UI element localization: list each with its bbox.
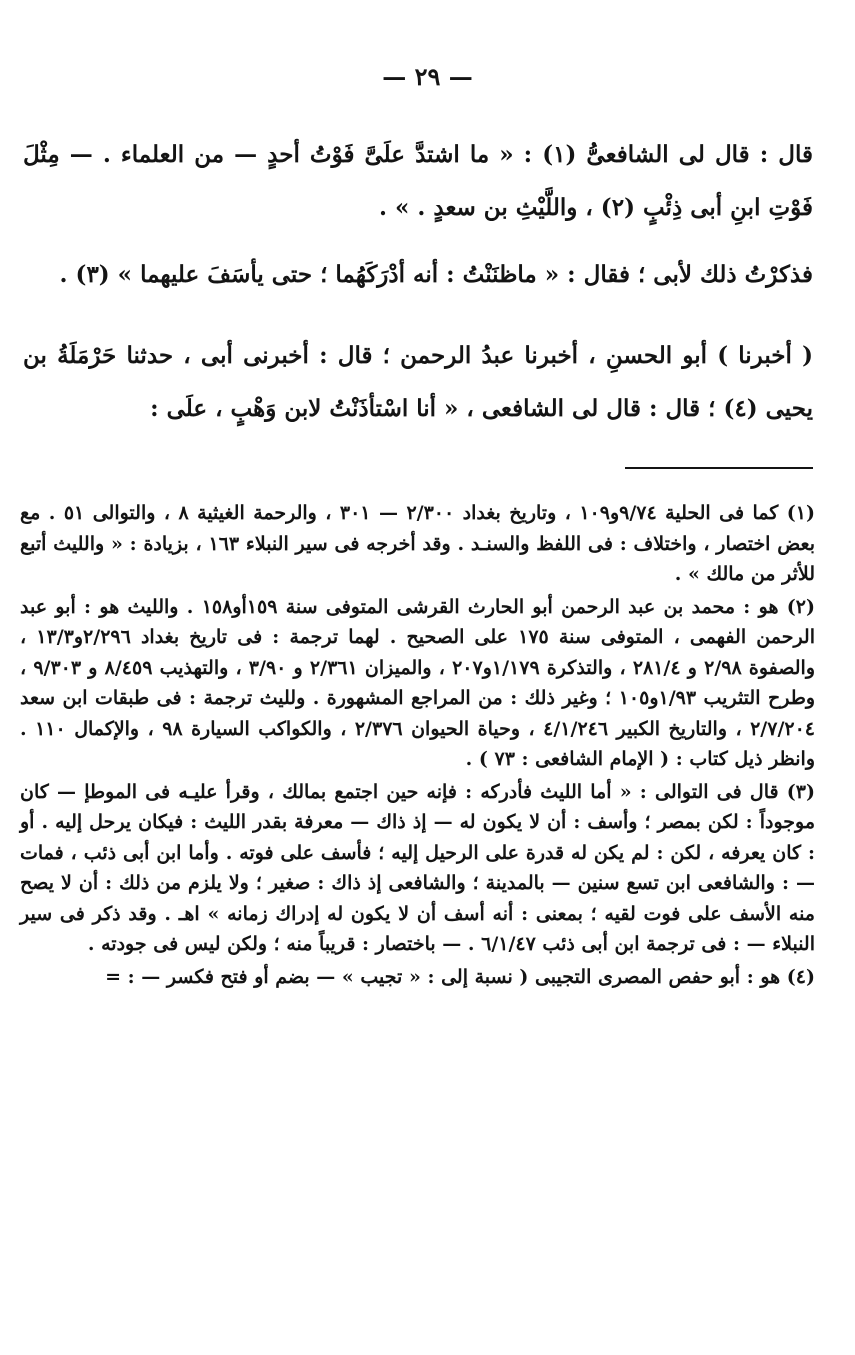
main-paragraph: ( أخبرنا ) أبو الحسنِ ، أخبرنا عبدُ الرحمن ؛ قال : أخبرنى أبى ، حدثنا حَرْمَلَةُ بن يحيى (٤) ؛ قال : قال لى الشافعى ، « أنا اسْتأذَنْتُ لابن وَهْبٍ ، علَى :: [23, 342, 813, 422]
footnote: (٤) هو : أبو حفص المصرى التجيبى ( نسبة إلى : « تجيب » — بضم أو فتح فكسر — : =: [105, 965, 815, 988]
main-paragraph: قال : قال لى الشافعىُّ (١) : « ما اشتدَّ علَىَّ فَوْتُ أحدٍ — من العلماء . — مِثْلَ فَوْتِ ابنِ أبى ذِئْبٍ (٢) ، واللَّيْثِ بن سعدٍ . » .: [23, 141, 813, 221]
footnote: (١) كما فى الحلية ٩/٧٤و١٠٩ ، وتاريخ بغداد ٢/٣٠٠ — ٣٠١ ، والرحمة الغيثية ٨ ، والتوالى ٥١ . مع بعض اختصار ، واختلاف : فى اللفظ والسنـد . وقد أخرجه فى سير النبلاء ١٦٣ ، بزيادة : « والليث أتبع للأثر من مالك » .: [20, 502, 816, 585]
main-paragraph: فذكرْتُ ذلك لأبى ؛ فقال : « ماظنَنْتُ : أنه أدْرَكَهُما ؛ حتى يأسَفَ عليهما » (٣) .: [59, 261, 813, 288]
footnote: (٢) هو : محمد بن عبد الرحمن أبو الحارث القرشى المتوفى سنة ١٥٩أو١٥٨ . والليث هو : أبو عبد الرحمن الفهمى ، المتوفى سنة ١٧٥ على الصحيح . لهما ترجمة : فى تاريخ بغداد ٢/٢٩٦و١٣/٣ ، والصفوة ٢/٩٨ و ٢٨١/٤ ، والتذكرة ١/١٧٩و٢٠٧ ، والميزان ٢/٣٦١ و ٣/٩٠ ، والتهذيب ٨/٤٥٩ و ٩/٣٠٣ ، وطرح التثريب ١/٩٣و١٠٥ ؛ وغير ذلك : من المراجع المشهورة . ولليث ترجمة : فى طبقات ابن سعد ٢/٧/٢٠٤ ، والتاريخ الكبير ٤/١/٢٤٦ ، وحياة الحيوان ٢/٣٧٦ ، والكواكب السيارة ٩٨ ، والإكمال ١١٠ . وانظر ذيل كتاب : ( الإمام الشافعى : ٧٣ ) .: [20, 595, 815, 770]
main-text: [23, 128, 813, 435]
footnote: (٣) قال فى التوالى : « أما الليث فأدركه : فإنه حين اجتمع بمالك ، وقرأ عليـه فى الموطإ — كان موجوداً : لكن بمصر ؛ وأسف : أن لا يكون له — إذ ذاك — معرفة بقدر الليث : فيكان يرحل إليه . أو : كان يعرفه ، لكن : لم يكن له قدرة على الرحيل إليه ؛ فأسف على فوته . وأما ابن أبى ذئب ، فمات — : والشافعى ابن تسع سنين — بالمدينة ؛ والشافعى إذ ذاك : صغير ؛ ولا يلزم من ذلك : أن لا يصح منه الأسف على فوت لقيه ؛ بمعنى : أنه أسف أن لا يكون له إدراك زمانه » اهـ . وقد ذكر فى سير النبلاء — : فى ترجمة ابن أبى ذئب ٦/١/٤٧ . — باختصار : قريباً منه ؛ ولكن ليس فى جودته .: [20, 780, 815, 955]
footnotes: [20, 498, 815, 992]
page-number: — ٢٩ —: [382, 62, 473, 91]
footnote-divider: [625, 467, 813, 469]
